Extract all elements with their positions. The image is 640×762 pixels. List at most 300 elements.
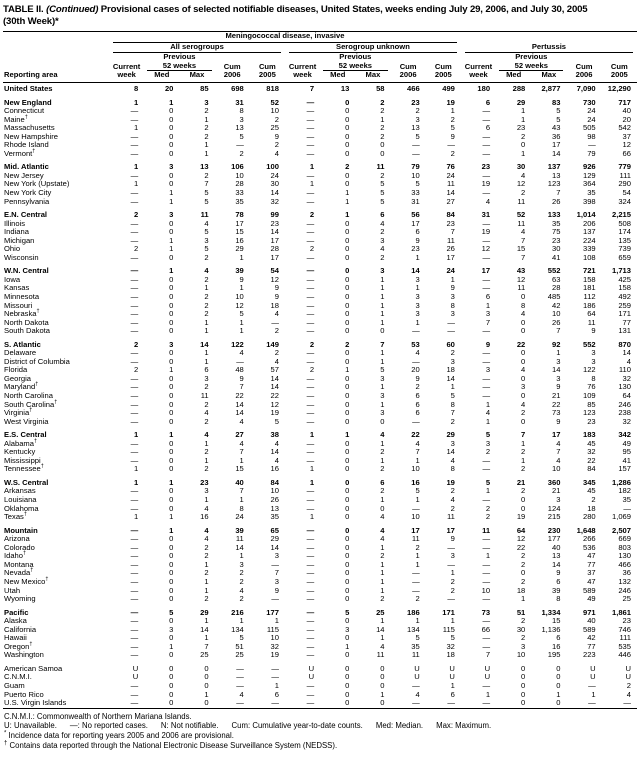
table-title	[3, 4, 637, 28]
table-row	[3, 276, 637, 285]
reporting-area-cell: Tennessee†	[4, 463, 44, 474]
value-cell: —	[447, 559, 455, 569]
table-row	[3, 448, 637, 457]
value-cell: —	[588, 680, 596, 690]
reporting-area-cell: Arizona	[4, 534, 30, 544]
value-cell: 14	[552, 148, 561, 158]
value-cell: 0	[345, 576, 350, 586]
value-cell: —	[482, 148, 491, 158]
value-cell: —	[306, 416, 315, 426]
dagger-mark: †	[54, 399, 58, 406]
value-cell: —	[130, 235, 139, 245]
value-cell: 3	[169, 162, 174, 172]
value-cell: 0	[345, 559, 350, 569]
value-cell: 23	[270, 218, 279, 228]
value-cell: 183	[582, 430, 596, 440]
value-cell: 0	[521, 416, 526, 426]
value-cell: —	[447, 698, 455, 708]
value-cell: 45	[587, 486, 596, 496]
reporting-area-cell: North Dakota	[4, 317, 49, 327]
value-cell: 66	[622, 148, 631, 158]
table-row	[3, 180, 637, 189]
table-row	[3, 82, 637, 93]
disease-group-header: Meningococcal disease, invasive	[109, 32, 461, 43]
value-cell: 0	[380, 140, 385, 150]
value-cell: 4	[204, 218, 209, 228]
value-cell: 5	[556, 106, 561, 116]
value-cell: 1	[309, 162, 315, 172]
table-row	[3, 267, 637, 276]
value-cell: —	[130, 218, 139, 228]
table-row	[3, 673, 637, 682]
value-cell: 280	[582, 512, 596, 522]
value-cell: 1	[133, 97, 139, 107]
value-cell: —	[306, 525, 315, 535]
value-cell: 1	[204, 148, 209, 158]
value-cell: U	[625, 672, 631, 682]
value-cell: —	[306, 641, 315, 651]
value-cell: 536	[582, 542, 596, 552]
table-row	[3, 116, 637, 125]
table-row	[3, 513, 637, 522]
value-cell: 1	[415, 551, 420, 561]
value-cell: 4	[239, 416, 244, 426]
value-cell: 182	[618, 486, 631, 496]
value-cell: 112	[583, 292, 596, 301]
value-cell: —	[306, 123, 315, 133]
reporting-area-cell: Oregon†	[4, 641, 33, 651]
value-cell: 0	[345, 131, 350, 141]
reporting-area-cell: California	[4, 624, 37, 634]
value-cell: 1	[274, 616, 279, 626]
value-cell: 52	[270, 97, 279, 107]
value-cell: —	[306, 227, 315, 237]
value-cell: 0	[169, 616, 174, 626]
value-cell: 79	[587, 148, 596, 158]
reporting-area-cell: C.N.M.I.	[4, 672, 32, 682]
value-cell: —	[306, 607, 315, 617]
value-cell: —	[130, 503, 139, 513]
value-cell: 1	[169, 512, 174, 522]
value-cell: 137	[582, 227, 596, 237]
value-cell: 171	[618, 309, 631, 319]
value-cell: —	[306, 698, 315, 708]
value-cell: 3	[204, 373, 209, 383]
value-cell: 84	[587, 464, 596, 474]
reporting-area-cell: South Carolina†	[4, 399, 58, 409]
value-cell: 1	[169, 244, 174, 254]
value-cell: 7	[239, 486, 244, 496]
value-cell: 0	[169, 179, 174, 189]
value-cell: 0	[556, 672, 561, 682]
value-cell: —	[306, 568, 315, 578]
value-cell: —	[236, 663, 244, 673]
value-cell: 58	[376, 83, 385, 93]
value-cell: —	[130, 373, 139, 383]
value-cell: 7	[450, 408, 455, 418]
value-cell: 1	[345, 641, 350, 651]
value-cell: 6	[450, 689, 455, 699]
value-cell: 2	[450, 576, 455, 586]
value-cell: 15	[552, 616, 561, 626]
value-cell: 186	[407, 607, 420, 617]
value-cell: 17	[270, 235, 279, 245]
value-cell: 39	[235, 266, 244, 276]
value-cell: 0	[345, 326, 350, 336]
value-cell: 13	[552, 551, 561, 561]
reporting-area-cell: Oklahoma	[4, 503, 39, 513]
value-cell: 2,507	[611, 525, 631, 535]
value-cell: —	[412, 576, 420, 586]
reporting-area-cell: Minnesota	[4, 292, 40, 301]
value-cell: 0	[169, 680, 174, 690]
value-cell: 1	[450, 382, 455, 392]
value-cell: 2	[415, 382, 420, 392]
value-cell: 1	[169, 187, 174, 197]
value-cell: 1,713	[611, 266, 631, 276]
value-cell: 1	[133, 162, 139, 172]
value-cell: 26	[552, 196, 561, 206]
value-cell: —	[306, 187, 315, 197]
value-cell: —	[623, 503, 631, 513]
table-row	[3, 561, 637, 570]
value-cell: 1	[309, 477, 315, 487]
table-row	[3, 578, 637, 587]
value-cell: 22	[270, 391, 279, 401]
value-cell: 0	[345, 633, 350, 643]
value-cell: 2	[239, 568, 244, 578]
value-cell: 11	[411, 534, 420, 544]
value-cell: 9	[556, 416, 561, 426]
reporting-area-cell: U.S. Virgin Islands	[4, 698, 67, 708]
value-cell: —	[271, 594, 279, 604]
value-cell: —	[482, 382, 491, 392]
value-cell: 0	[345, 348, 350, 358]
value-cell: 0	[345, 698, 350, 708]
table-header	[3, 32, 637, 83]
value-cell: 2	[133, 210, 139, 220]
value-cell: —	[130, 495, 139, 505]
value-cell: 5	[450, 391, 455, 401]
value-cell: 13	[552, 170, 561, 180]
value-cell: 27	[235, 430, 244, 440]
value-cell: 425	[618, 274, 631, 284]
value-cell: —	[306, 326, 315, 336]
value-cell: 1	[450, 274, 455, 284]
value-cell: —	[482, 559, 491, 569]
value-cell: 1	[380, 382, 385, 392]
value-cell: 2	[380, 170, 385, 180]
reporting-area-cell: W.N. Central	[4, 266, 49, 276]
value-cell: 23	[200, 477, 209, 487]
value-cell: 0	[345, 534, 350, 544]
value-cell: 3	[450, 292, 455, 301]
value-cell: —	[482, 348, 491, 358]
table-row	[3, 124, 637, 133]
value-cell: 1	[380, 114, 385, 124]
table-row	[3, 141, 637, 150]
value-cell: 6	[485, 97, 491, 107]
value-cell: 11	[200, 210, 209, 220]
value-cell: 3	[345, 624, 350, 634]
value-cell: 1	[239, 317, 244, 327]
value-cell: 4	[626, 689, 631, 699]
value-cell: 38	[270, 430, 279, 440]
value-cell: 28	[235, 179, 244, 189]
value-cell: 3	[450, 438, 455, 448]
value-cell: 779	[618, 162, 631, 172]
value-cell: 60	[446, 339, 455, 349]
reporting-area-cell: Virginia†	[4, 407, 33, 418]
value-cell: 32	[446, 641, 455, 651]
value-cell: 3	[450, 309, 455, 319]
value-cell: 2	[204, 106, 209, 116]
value-cell: 246	[618, 399, 631, 409]
value-cell: —	[447, 317, 455, 327]
value-cell: 0	[380, 672, 385, 682]
value-cell: 4	[239, 585, 244, 595]
value-cell: 2	[380, 227, 385, 237]
value-cell: 4	[521, 399, 526, 409]
value-cell: 11	[447, 512, 455, 522]
value-cell: 29	[516, 97, 526, 107]
value-cell: —	[306, 559, 315, 569]
value-cell: 195	[547, 650, 561, 660]
reporting-area-cell: Washington	[4, 650, 44, 660]
value-cell: —	[412, 416, 420, 426]
reporting-area-cell: Iowa	[4, 274, 21, 284]
value-cell: —	[482, 114, 491, 124]
value-cell: 9	[239, 274, 244, 284]
value-cell: 19	[516, 512, 526, 522]
value-cell: 2	[380, 486, 385, 496]
value-cell: —	[482, 495, 491, 505]
value-cell: 14	[200, 339, 209, 349]
value-cell: 0	[169, 218, 174, 228]
value-cell: 9	[274, 283, 279, 293]
value-cell: 0	[345, 235, 350, 245]
value-cell: 446	[618, 650, 631, 660]
value-cell: 7	[556, 187, 561, 197]
value-cell: 5	[380, 179, 385, 189]
value-cell: 14	[446, 447, 455, 457]
previous-label: Previous	[339, 52, 372, 62]
value-cell: 4	[556, 438, 561, 448]
value-cell: 2	[485, 447, 491, 457]
value-cell: —	[130, 689, 139, 699]
value-cell: 20	[411, 365, 420, 375]
value-cell: —	[130, 382, 139, 392]
value-cell: 746	[618, 624, 631, 634]
value-cell: 1	[204, 585, 209, 595]
value-cell: —	[306, 408, 315, 418]
value-cell: 0	[345, 486, 350, 496]
value-cell: 2	[204, 551, 209, 561]
cum-label: Cum	[610, 61, 628, 71]
value-cell: 5	[380, 196, 385, 206]
value-cell: 66	[481, 624, 491, 634]
value-cell: 2	[450, 348, 455, 358]
reporting-area-cell: Puerto Rico	[4, 689, 44, 699]
value-cell: 1	[485, 300, 491, 310]
value-cell: —	[482, 576, 491, 586]
value-cell: 4	[521, 309, 526, 319]
value-cell: 0	[345, 551, 350, 561]
value-cell: 35	[552, 218, 561, 228]
table-row	[3, 383, 637, 392]
max-label: Max	[355, 71, 390, 82]
value-cell: 7,090	[576, 83, 596, 93]
value-cell: 1	[380, 309, 385, 319]
value-cell: 77	[622, 317, 631, 327]
table-row	[3, 487, 637, 496]
value-cell: 2	[204, 399, 209, 409]
value-cell: 15	[235, 227, 244, 237]
value-cell: 0	[345, 503, 350, 513]
value-cell: 18	[587, 503, 596, 513]
continued-label: (Continued)	[46, 4, 99, 15]
table-row	[3, 293, 637, 302]
table-row	[3, 163, 637, 172]
value-cell: 11	[517, 196, 526, 206]
value-cell: 2	[204, 464, 209, 474]
value-cell: 23	[587, 416, 596, 426]
value-cell: 134	[231, 624, 244, 634]
value-cell: —	[482, 373, 491, 383]
value-cell: 5	[415, 131, 420, 141]
value-cell: 0	[521, 503, 526, 513]
value-cell: 0	[345, 309, 350, 319]
value-cell: 0	[169, 495, 174, 505]
value-cell: 0	[521, 698, 526, 708]
value-cell: —	[306, 148, 315, 158]
value-cell: 30	[552, 244, 561, 254]
value-cell: 54	[622, 187, 631, 197]
value-cell: 5	[204, 196, 209, 206]
value-cell: 0	[345, 391, 350, 401]
value-cell: 32	[587, 447, 596, 457]
value-cell: 78	[235, 210, 244, 220]
value-cell: 110	[618, 365, 631, 375]
value-cell: —	[306, 97, 315, 107]
value-cell: 85	[200, 83, 209, 93]
value-cell: 3	[380, 408, 385, 418]
value-cell: 2	[380, 551, 385, 561]
value-cell: 2,877	[541, 83, 561, 93]
table-row	[3, 665, 637, 674]
value-cell: 85	[587, 399, 596, 409]
value-cell: 2	[204, 309, 209, 319]
value-cell: 3	[415, 292, 420, 301]
table-row	[3, 254, 637, 263]
value-cell: 0	[345, 542, 350, 552]
value-cell: —	[306, 356, 315, 366]
value-cell: 11	[517, 218, 526, 228]
value-cell: 1	[380, 576, 385, 586]
value-cell: 223	[582, 650, 596, 660]
max-label: Max	[531, 71, 566, 82]
reporting-area-cell: Pennsylvania	[4, 196, 50, 206]
value-cell: 174	[618, 227, 631, 237]
value-cell: 1	[133, 477, 139, 487]
value-cell: 19	[270, 408, 279, 418]
value-cell: 5	[380, 187, 385, 197]
value-cell: 4	[521, 227, 526, 237]
value-cell: 10	[516, 650, 526, 660]
value-cell: 0	[521, 317, 526, 327]
value-cell: 1	[204, 140, 209, 150]
value-cell: 1	[345, 365, 350, 375]
med-label: Med	[320, 71, 355, 82]
value-cell: —	[130, 650, 139, 660]
current-label: Current	[464, 61, 493, 71]
value-cell: 53	[411, 339, 420, 349]
value-cell: 8	[450, 300, 455, 310]
value-cell: 0	[169, 170, 174, 180]
reporting-area-cell: Maine†	[4, 114, 28, 124]
value-cell: 109	[582, 391, 596, 401]
value-cell: 21	[552, 391, 561, 401]
value-cell: 25	[235, 650, 244, 660]
value-cell: 28	[270, 244, 279, 254]
value-cell: 6	[415, 408, 420, 418]
value-cell: 1	[133, 464, 139, 474]
value-cell: 4	[239, 348, 244, 358]
value-cell: 3	[380, 391, 385, 401]
value-cell: —	[236, 356, 244, 366]
value-cell: 2	[204, 292, 209, 301]
footnotes	[3, 712, 637, 751]
table-row	[3, 587, 637, 596]
value-cell: 6	[274, 689, 279, 699]
value-cell: —	[130, 131, 139, 141]
value-cell: 36	[552, 131, 561, 141]
value-cell: 115	[442, 624, 455, 634]
value-cell: —	[130, 486, 139, 496]
value-cell: 2	[380, 252, 385, 262]
value-cell: 10	[481, 585, 491, 595]
table-row	[3, 211, 637, 220]
value-cell: —	[306, 292, 315, 301]
value-cell: 1	[204, 455, 209, 465]
value-cell: 10	[235, 170, 244, 180]
value-cell: 12	[622, 140, 631, 150]
value-cell: 6	[415, 227, 420, 237]
value-cell: 0	[345, 227, 350, 237]
value-cell: 0	[169, 283, 174, 293]
value-cell: 21	[516, 477, 526, 487]
value-cell: 16	[411, 477, 420, 487]
value-cell: 57	[270, 365, 279, 375]
table-row	[3, 457, 637, 466]
dagger-mark: †	[36, 308, 40, 315]
value-cell: 7	[556, 326, 561, 336]
value-cell: —	[130, 534, 139, 544]
reporting-area-cell: Guam	[4, 680, 25, 690]
value-cell: 0	[345, 170, 350, 180]
table-row	[3, 245, 637, 254]
reporting-area-cell: Wyoming	[4, 594, 36, 604]
value-cell: —	[130, 616, 139, 626]
value-cell: —	[482, 140, 491, 150]
value-cell: 0	[380, 148, 385, 158]
value-cell: 17	[411, 525, 420, 535]
reporting-area-cell: Kentucky	[4, 447, 36, 457]
value-cell: 0	[380, 663, 385, 673]
value-cell: —	[306, 300, 315, 310]
value-cell: 0	[169, 438, 174, 448]
value-cell: 1	[415, 317, 420, 327]
